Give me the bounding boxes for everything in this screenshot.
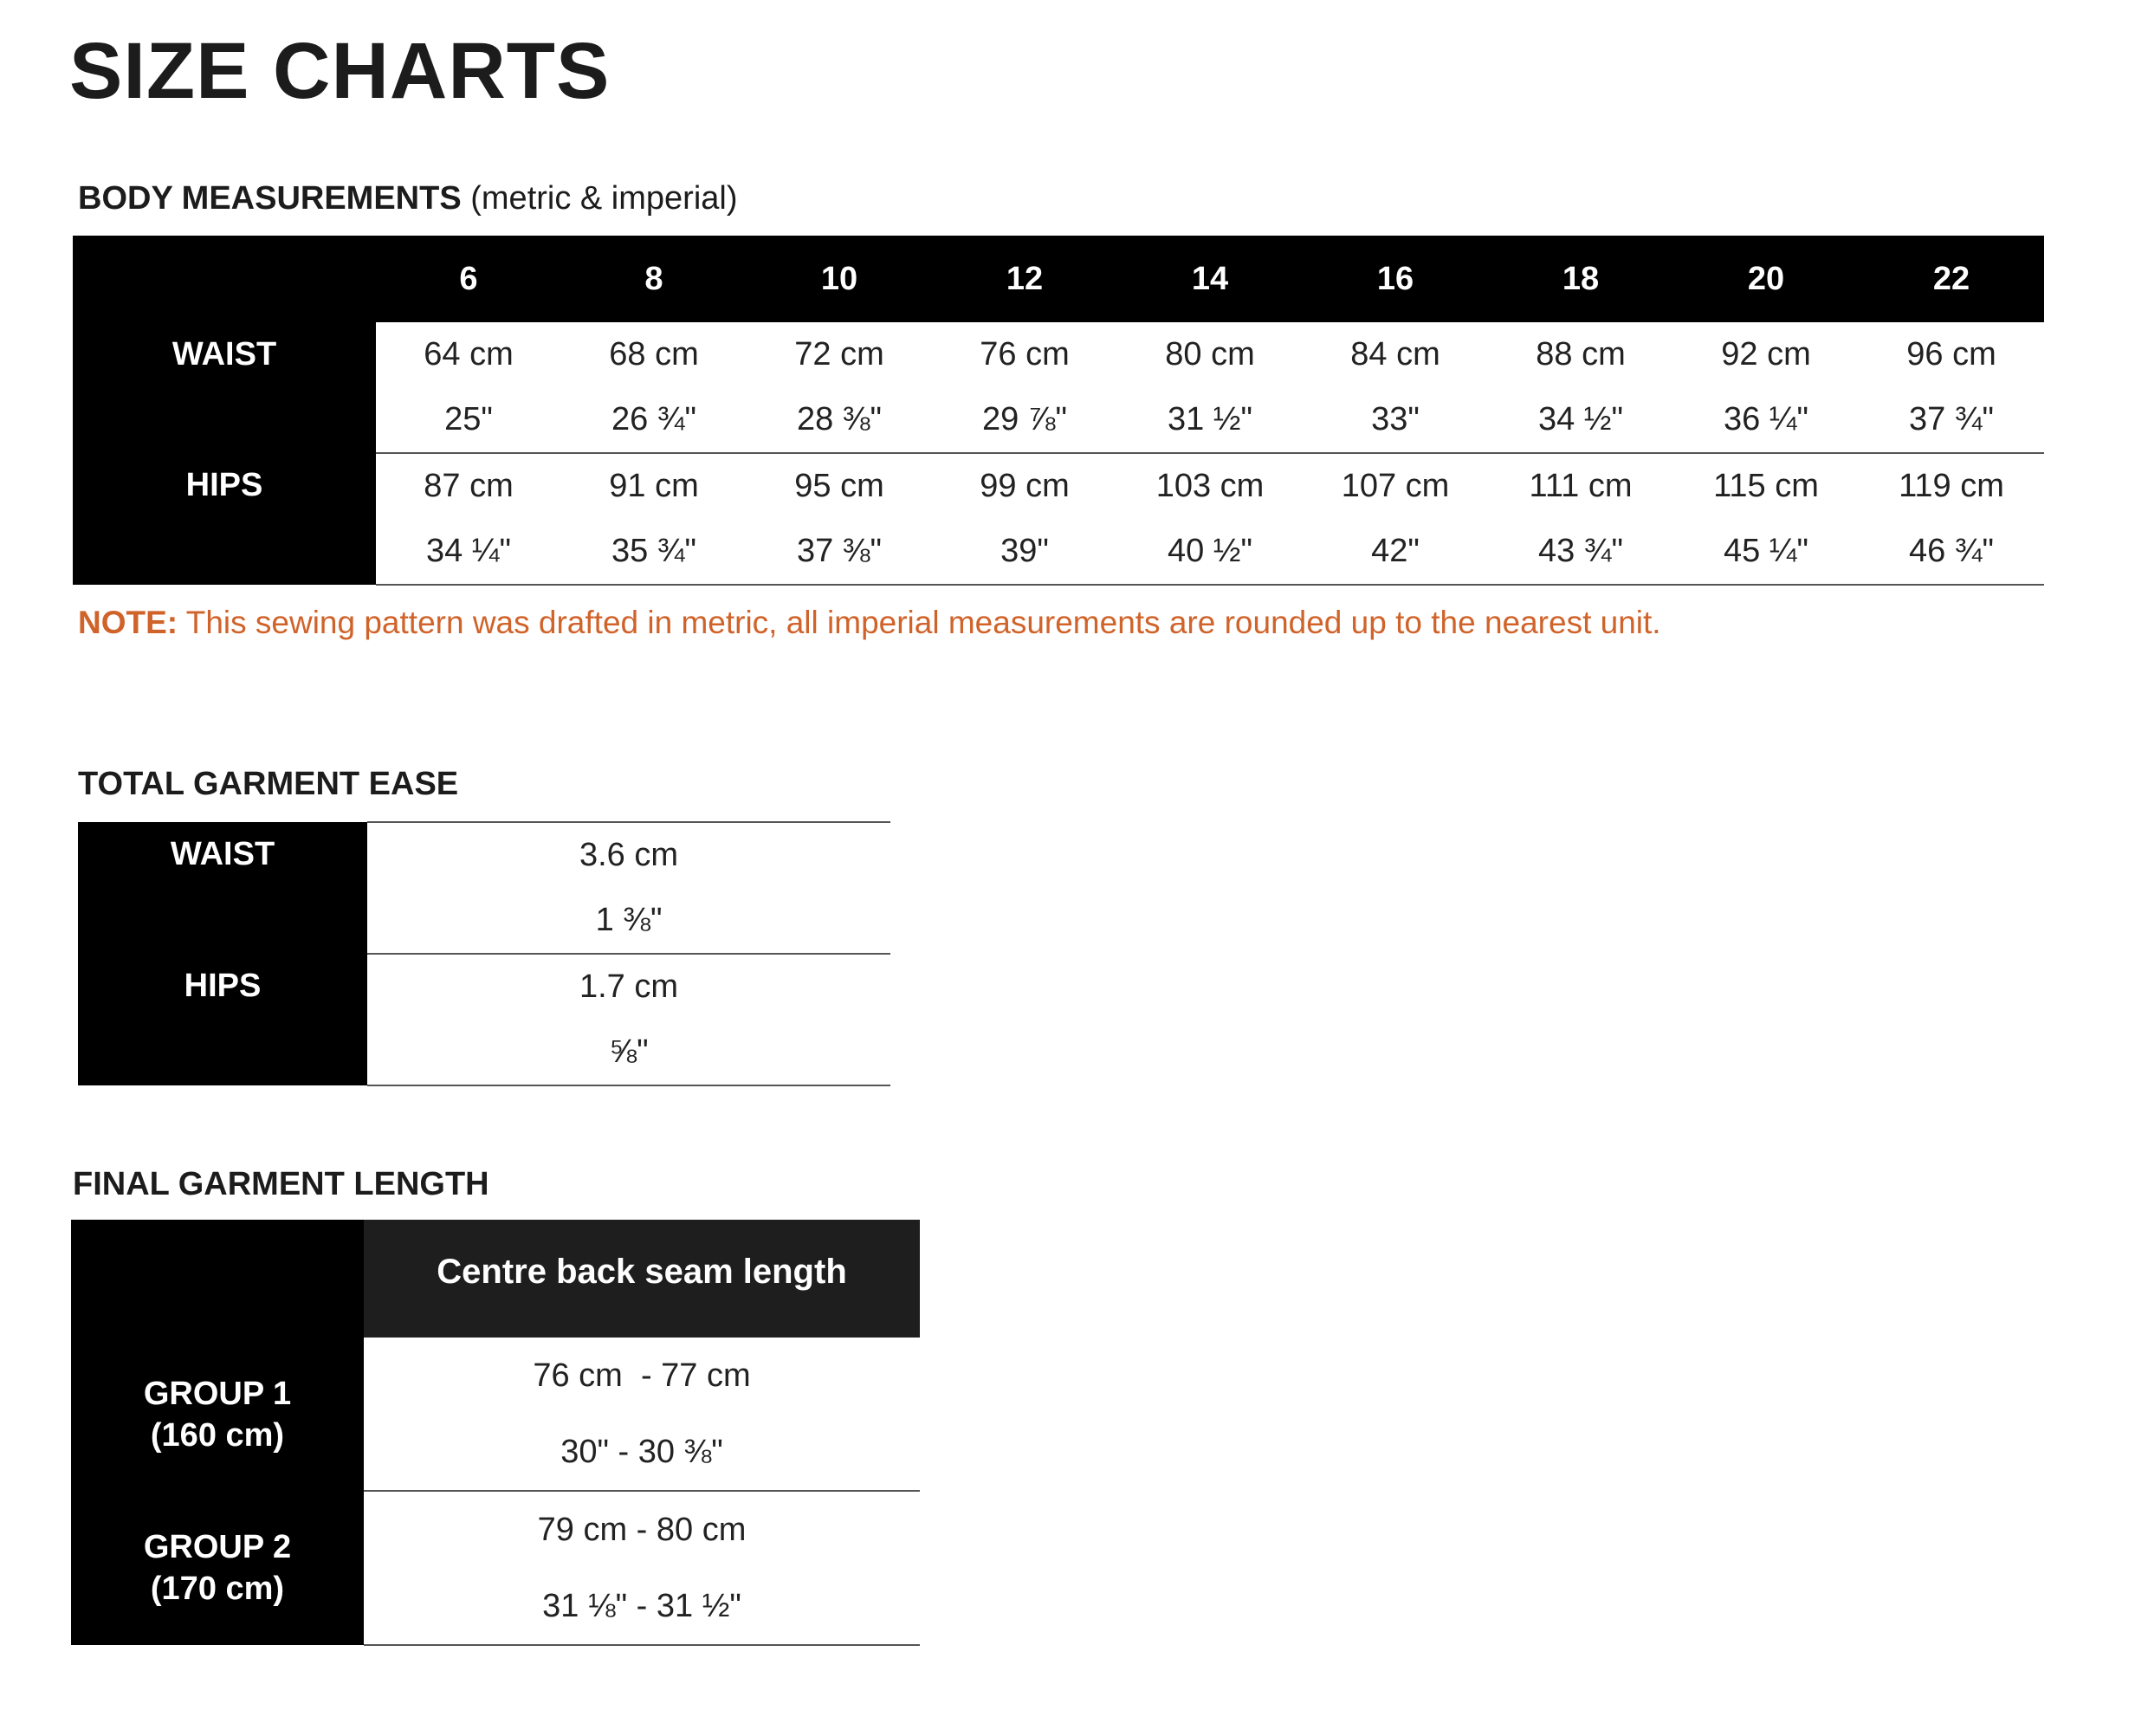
size-header-8: 8 xyxy=(561,236,747,322)
body-measurements-heading-sub: (metric & imperial) xyxy=(470,180,738,217)
hips-imperial-6: 34 ¼" xyxy=(425,533,511,569)
waist-imperial-12: 29 ⅞" xyxy=(981,401,1067,437)
ease-waist-imperial: 1 ⅜" xyxy=(595,902,663,938)
group-2-height: (170 cm) xyxy=(150,1571,285,1607)
waist-imperial-20: 36 ¼" xyxy=(1723,401,1808,437)
size-header-12: 12 xyxy=(932,236,1117,322)
hips-imperial-16: 42" xyxy=(1371,533,1420,569)
metric-note xyxy=(78,605,1661,641)
size-header-20: 20 xyxy=(1673,236,1859,322)
hips-imperial-10: 37 ⅜" xyxy=(796,533,882,569)
garment-length-heading: FINAL GARMENT LENGTH xyxy=(73,1166,489,1202)
hips-metric-12: 99 cm xyxy=(980,468,1070,504)
hips-imperial-8: 35 ¾" xyxy=(611,533,696,569)
row-label-text: HIPS xyxy=(185,467,263,503)
waist-imperial-10: 28 ⅜" xyxy=(796,401,882,437)
table-row xyxy=(73,322,2044,387)
waist-metric-20: 92 cm xyxy=(1721,336,1811,372)
garment-ease-table xyxy=(78,821,890,1086)
waist-imperial-18: 34 ½" xyxy=(1537,401,1623,437)
hips-metric-22: 119 cm xyxy=(1899,468,2004,504)
waist-imperial-22: 37 ¾" xyxy=(1908,401,1994,437)
ease-label-waist xyxy=(78,822,367,954)
size-header-corner xyxy=(73,236,376,322)
group-1-imperial: 30" - 30 ⅜" xyxy=(560,1434,723,1470)
hips-metric-8: 91 cm xyxy=(609,468,699,504)
length-label-group-1 xyxy=(71,1338,364,1491)
row-label-text: WAIST xyxy=(171,336,277,372)
table-row xyxy=(71,1338,920,1414)
table-row xyxy=(73,453,2044,519)
waist-metric-6: 64 cm xyxy=(424,336,514,372)
size-header-18: 18 xyxy=(1488,236,1673,322)
waist-metric-8: 68 cm xyxy=(609,336,699,372)
waist-metric-18: 88 cm xyxy=(1536,336,1626,372)
size-header-6: 6 xyxy=(376,236,561,322)
table-row xyxy=(71,1491,920,1568)
length-header-corner xyxy=(71,1220,364,1338)
garment-ease-heading: TOTAL GARMENT EASE xyxy=(78,766,459,802)
row-label-hips xyxy=(73,453,376,585)
hips-metric-18: 111 cm xyxy=(1529,468,1633,504)
size-header-22: 22 xyxy=(1859,236,2044,322)
ease-label-hips xyxy=(78,954,367,1085)
ease-waist-metric: 3.6 cm xyxy=(579,837,679,873)
garment-length-table xyxy=(71,1220,920,1646)
waist-imperial-8: 26 ¾" xyxy=(611,401,696,437)
hips-metric-16: 107 cm xyxy=(1341,468,1450,504)
row-label-waist xyxy=(73,322,376,453)
size-header-row xyxy=(73,236,2044,322)
note-label: NOTE: xyxy=(78,605,178,640)
hips-metric-20: 115 cm xyxy=(1713,468,1819,504)
group-2-metric: 79 cm - 80 cm xyxy=(537,1512,747,1548)
body-measurements-table xyxy=(73,236,2044,586)
table-row xyxy=(78,954,890,1020)
hips-imperial-14: 40 ½" xyxy=(1167,533,1252,569)
length-label-group-2 xyxy=(71,1491,364,1645)
body-measurements-heading xyxy=(78,180,738,217)
ease-label-text: WAIST xyxy=(170,836,275,872)
page-title: SIZE CHARTS xyxy=(69,27,611,115)
size-header-16: 16 xyxy=(1303,236,1488,322)
hips-metric-6: 87 cm xyxy=(424,468,514,504)
waist-metric-16: 84 cm xyxy=(1350,336,1440,372)
hips-metric-14: 103 cm xyxy=(1155,468,1265,504)
table-row xyxy=(78,822,890,888)
hips-imperial-18: 43 ¾" xyxy=(1537,533,1623,569)
waist-metric-10: 72 cm xyxy=(794,336,884,372)
ease-label-text: HIPS xyxy=(184,968,262,1004)
length-header-row xyxy=(71,1220,920,1338)
group-1-height: (160 cm) xyxy=(150,1416,285,1454)
note-text: This sewing pattern was drafted in metric, all imperial measurements are rounded up to the nearest unit. xyxy=(178,605,1661,640)
hips-imperial-12: 39" xyxy=(1000,533,1049,569)
ease-hips-metric: 1.7 cm xyxy=(579,968,679,1005)
group-2-imperial: 31 ⅛" - 31 ½" xyxy=(542,1588,741,1624)
hips-imperial-20: 45 ¼" xyxy=(1723,533,1808,569)
waist-metric-12: 76 cm xyxy=(980,336,1070,372)
group-2-name: GROUP 2 xyxy=(143,1529,292,1565)
waist-imperial-6: 25" xyxy=(444,401,493,437)
hips-imperial-22: 46 ¾" xyxy=(1908,533,1994,569)
hips-metric-10: 95 cm xyxy=(794,468,884,504)
waist-imperial-14: 31 ½" xyxy=(1167,401,1252,437)
length-column-header: Centre back seam length xyxy=(364,1220,920,1338)
ease-hips-imperial: ⅝" xyxy=(609,1033,649,1070)
group-1-name: GROUP 1 xyxy=(143,1375,292,1412)
body-measurements-heading-main: BODY MEASUREMENTS xyxy=(78,180,462,217)
group-1-metric: 76 cm - 77 cm xyxy=(533,1357,751,1394)
waist-metric-14: 80 cm xyxy=(1165,336,1255,372)
size-header-10: 10 xyxy=(747,236,932,322)
waist-imperial-16: 33" xyxy=(1371,401,1420,437)
size-header-14: 14 xyxy=(1117,236,1303,322)
waist-metric-22: 96 cm xyxy=(1906,336,1996,372)
